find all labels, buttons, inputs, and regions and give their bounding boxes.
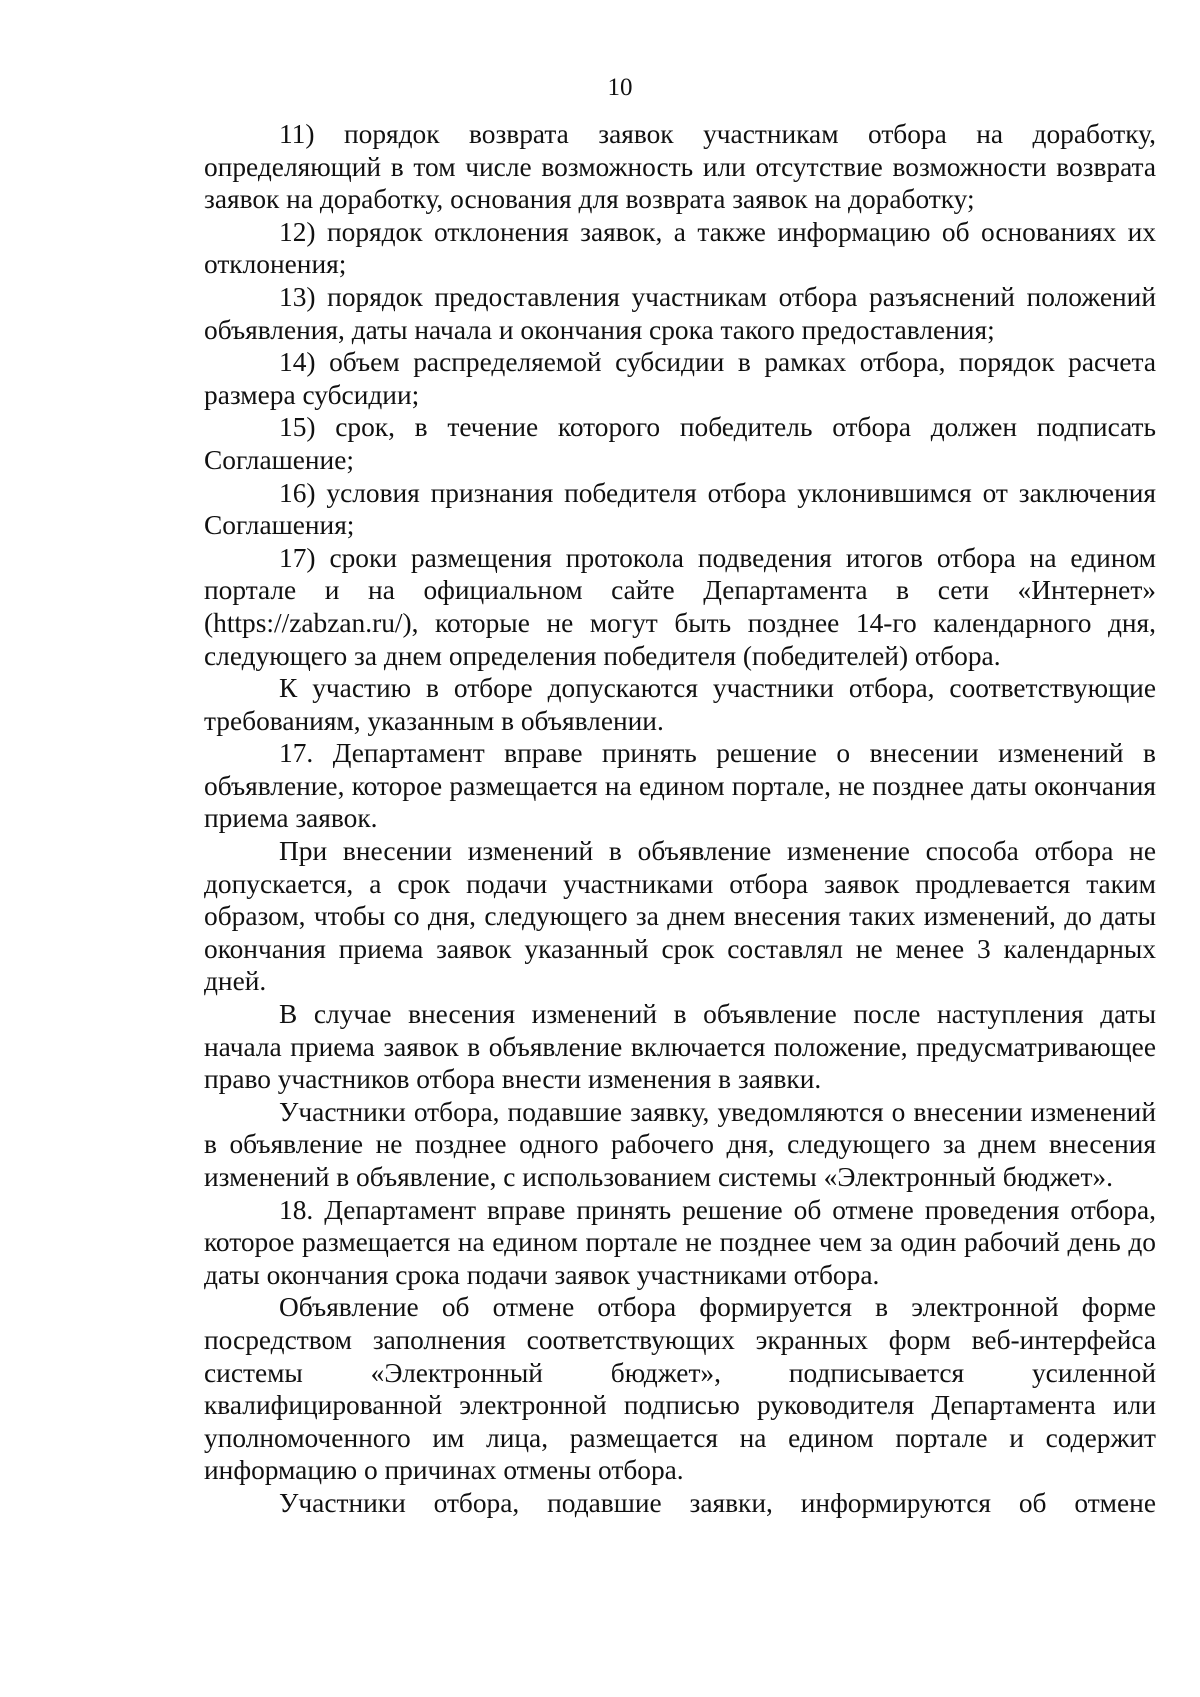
- paragraph-participants-notified: Участники отбора, подавшие заявку, уведомляются о внесении изменений в объявление не позднее одного рабочего дня, следующего за днем внесения изменений в объявление, с использованием системы «Электронный бюджет».: [204, 1096, 1156, 1192]
- paragraph-changes-after-start: В случае внесения изменений в объявление после наступления даты начала приема заявок в объявление включается положение, предусматривающее право участников отбора внести изменения в заявки.: [204, 999, 1156, 1095]
- document-body: [204, 118, 1156, 1520]
- paragraph-item-13: 13) порядок предоставления участникам отбора разъяснений положений объявления, даты начала и окончания срока такого предоставления;: [204, 281, 1156, 345]
- paragraph-item-15: 15) срок, в течение которого победитель отбора должен подписать Соглашение;: [204, 412, 1156, 475]
- paragraph-changes-terms: При внесении изменений в объявление изменение способа отбора не допускается, а срок подачи участниками отбора заявок продлевается таким образом, чтобы со дня, следующего за днем внесения таких изменений, до даты окончания приема заявок указанный срок составлял не менее 3 календарных дней.: [204, 836, 1156, 997]
- paragraph-item-17: 17) сроки размещения протокола подведения итогов отбора на едином портале и на официальном сайте Департамента в сети «Интернет» (https://zabzan.ru/), которые не могут быть позднее 14-го календарного дня, следующего за днем определения победителя (победителей) отбора.: [204, 542, 1156, 671]
- paragraph-cancellation-notice: Объявление об отмене отбора формируется в электронной форме посредством заполнения соответствующих экранных форм веб-интерфейса системы «Электронный бюджет», подписывается усиленной квалифицированной электронной подписью руководителя Департамента или уполномоченного им лица, размещается на едином портале и содержит информацию о причинах отмены отбора.: [204, 1292, 1156, 1486]
- paragraph-item-16: 16) условия признания победителя отбора уклонившимся от заключения Соглашения;: [204, 477, 1156, 541]
- paragraph-clause-18: 18. Департамент вправе принять решение об отмене проведения отбора, которое размещается на едином портале не позднее чем за один рабочий день до даты окончания срока подачи заявок участниками отбора.: [204, 1194, 1156, 1290]
- paragraph-participants-informed: Участники отбора, подавшие заявки, информируются об отмене: [279, 1487, 1156, 1518]
- page-number: 10: [607, 74, 633, 101]
- paragraph-clause-17: 17. Департамент вправе принять решение о внесении изменений в объявление, которое размещается на едином портале, не позднее даты окончания приема заявок.: [204, 738, 1156, 834]
- paragraph-item-12: 12) порядок отклонения заявок, а также информацию об основаниях их отклонения;: [204, 216, 1156, 280]
- paragraph-item-11: 11) порядок возврата заявок участникам отбора на доработку, определяющий в том числе возможность или отсутствие возможности возврата заявок на доработку, основания для возврата заявок на доработку;: [204, 119, 1156, 215]
- paragraph-participation: К участию в отборе допускаются участники отбора, соответствующие требованиям, указанным в объявлении.: [204, 673, 1156, 736]
- paragraph-item-14: 14) объем распределяемой субсидии в рамках отбора, порядок расчета размера субсидии;: [204, 347, 1156, 410]
